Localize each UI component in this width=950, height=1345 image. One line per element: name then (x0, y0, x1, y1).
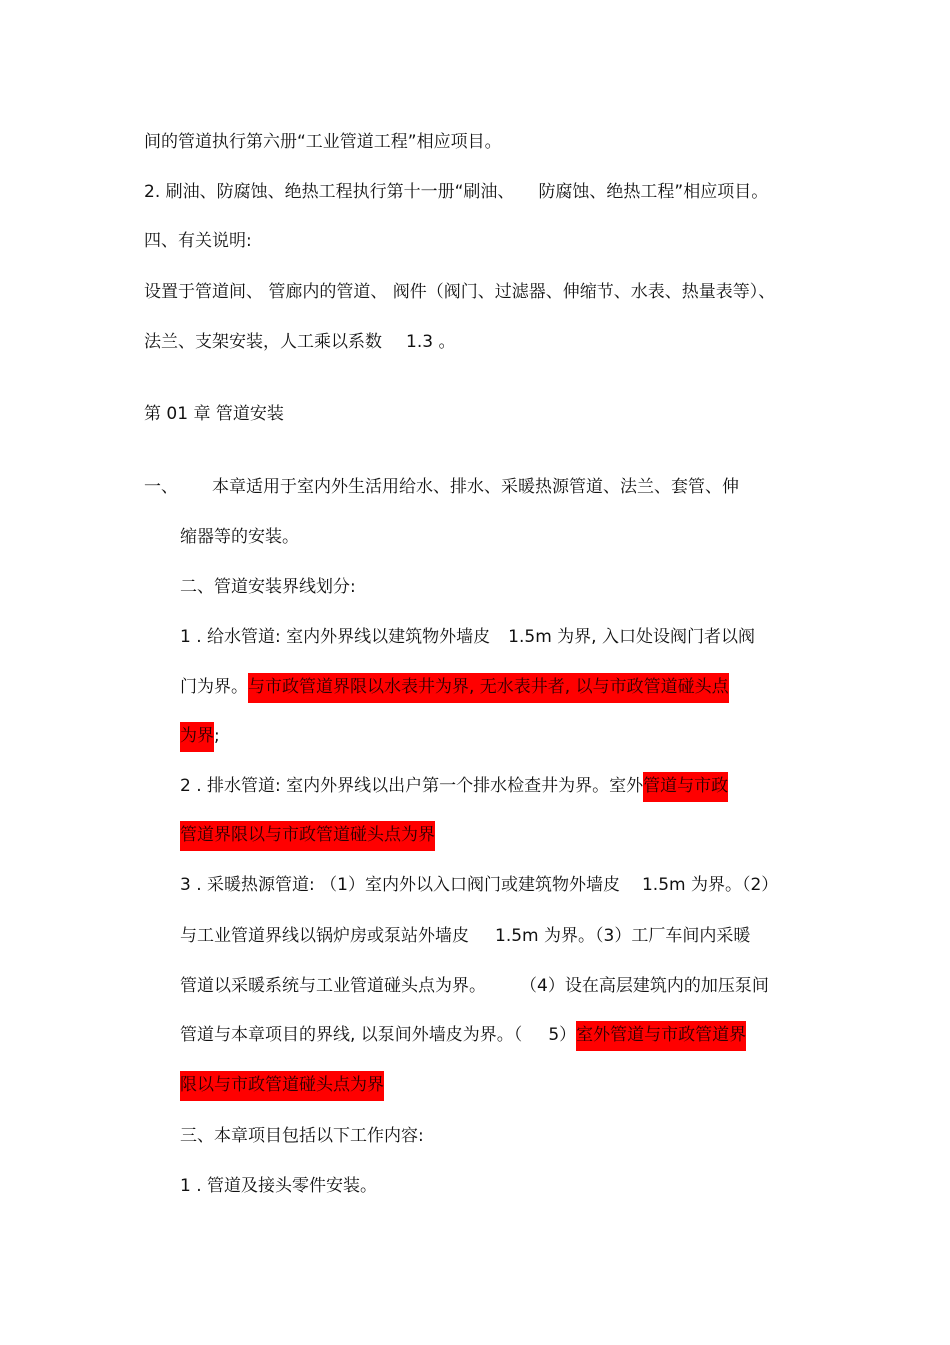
text-span: 防腐蚀、绝热工程”相应项目。 (538, 182, 769, 202)
highlighted-text: 限以与市政管道碰头点为界 (180, 1071, 384, 1101)
text-line (144, 475, 739, 499)
text-span: 与工业管道界线以锅炉房或泵站外墙皮 (180, 926, 469, 946)
highlighted-text: 管道界限以与市政管道碰头点为界 (180, 821, 435, 851)
text-span: 1.3 。 (406, 332, 456, 352)
section-heading (180, 1124, 424, 1148)
text-line (180, 924, 750, 948)
text-span: 2 . 排水管道: 室内外界线以出户第一个排水检查井为界。室外 (180, 776, 644, 796)
text-span: 1 . 管道及接头零件安装。 (180, 1176, 378, 1196)
text-line (180, 1174, 377, 1198)
highlighted-text: 与市政管道界限以水表井为界, 无水表井者, 以与市政管道碰头点 (248, 673, 729, 703)
text-line (180, 1073, 384, 1097)
text-span: 1.5m 为界。（2） (641, 875, 779, 895)
text-span: 四、有关说明: (144, 231, 252, 251)
text-span: 管道以采暖系统与工业管道碰头点为界。 (180, 976, 486, 996)
text-span: 管道与本章项目的界线, 以泵间外墙皮为界。（ (180, 1025, 523, 1045)
text-line (144, 280, 775, 304)
text-line (180, 974, 769, 998)
text-line (180, 675, 729, 699)
text-span: 二、管道安装界线划分: (180, 577, 356, 597)
text-line (144, 180, 768, 204)
text-span: 第 01 章 管道安装 (144, 404, 284, 424)
text-span: 缩器等的安装。 (180, 527, 299, 547)
section-heading (180, 575, 356, 599)
text-line (180, 873, 778, 897)
highlighted-text: 为界 (180, 722, 214, 752)
text-line (180, 724, 220, 748)
text-span: 5） (548, 1025, 577, 1045)
text-span: 法兰、支架安装，人工乘以系数 (144, 332, 382, 352)
text-line (180, 525, 299, 549)
text-span: 1.5m 为界。（3）工厂车间内采暖 (495, 926, 751, 946)
text-line (144, 330, 455, 354)
list-number: 一、 (144, 477, 178, 497)
text-span: 1.5m 为界, 入口处设阀门者以阀 (508, 627, 755, 647)
text-span: （4）设在高层建筑内的加压泵间 (520, 976, 769, 996)
text-span: ; (214, 726, 220, 746)
text-span: 三、本章项目包括以下工作内容: (180, 1126, 424, 1146)
text-span: 本章适用于室内外生活用给水、排水、采暖热源管道、法兰、套管、伸 (212, 477, 739, 497)
text-line (144, 130, 502, 154)
text-span: 2. 刷油、防腐蚀、绝热工程执行第十一册“刷油、 (144, 182, 515, 202)
text-span: 间的管道执行第六册“工业管道工程”相应项目。 (144, 132, 502, 152)
text-span: 门为界。 (180, 677, 248, 697)
text-span: 设置于管道间、 管廊内的管道、 阀件（阀门、过滤器、伸缩节、水表、热量表等）、 (144, 282, 776, 302)
text-line (180, 1023, 746, 1047)
text-span: 3 . 采暖热源管道: （1）室内外以入口阀门或建筑物外墙皮 (180, 875, 620, 895)
text-line (180, 774, 728, 798)
section-heading (144, 229, 252, 253)
text-span: 1 . 给水管道: 室内外界线以建筑物外墙皮 (180, 627, 491, 647)
highlighted-text: 管道与市政 (643, 772, 728, 802)
chapter-title (144, 402, 284, 426)
highlighted-text: 室外管道与市政管道界 (576, 1021, 746, 1051)
text-line (180, 625, 755, 649)
text-line (180, 823, 435, 847)
